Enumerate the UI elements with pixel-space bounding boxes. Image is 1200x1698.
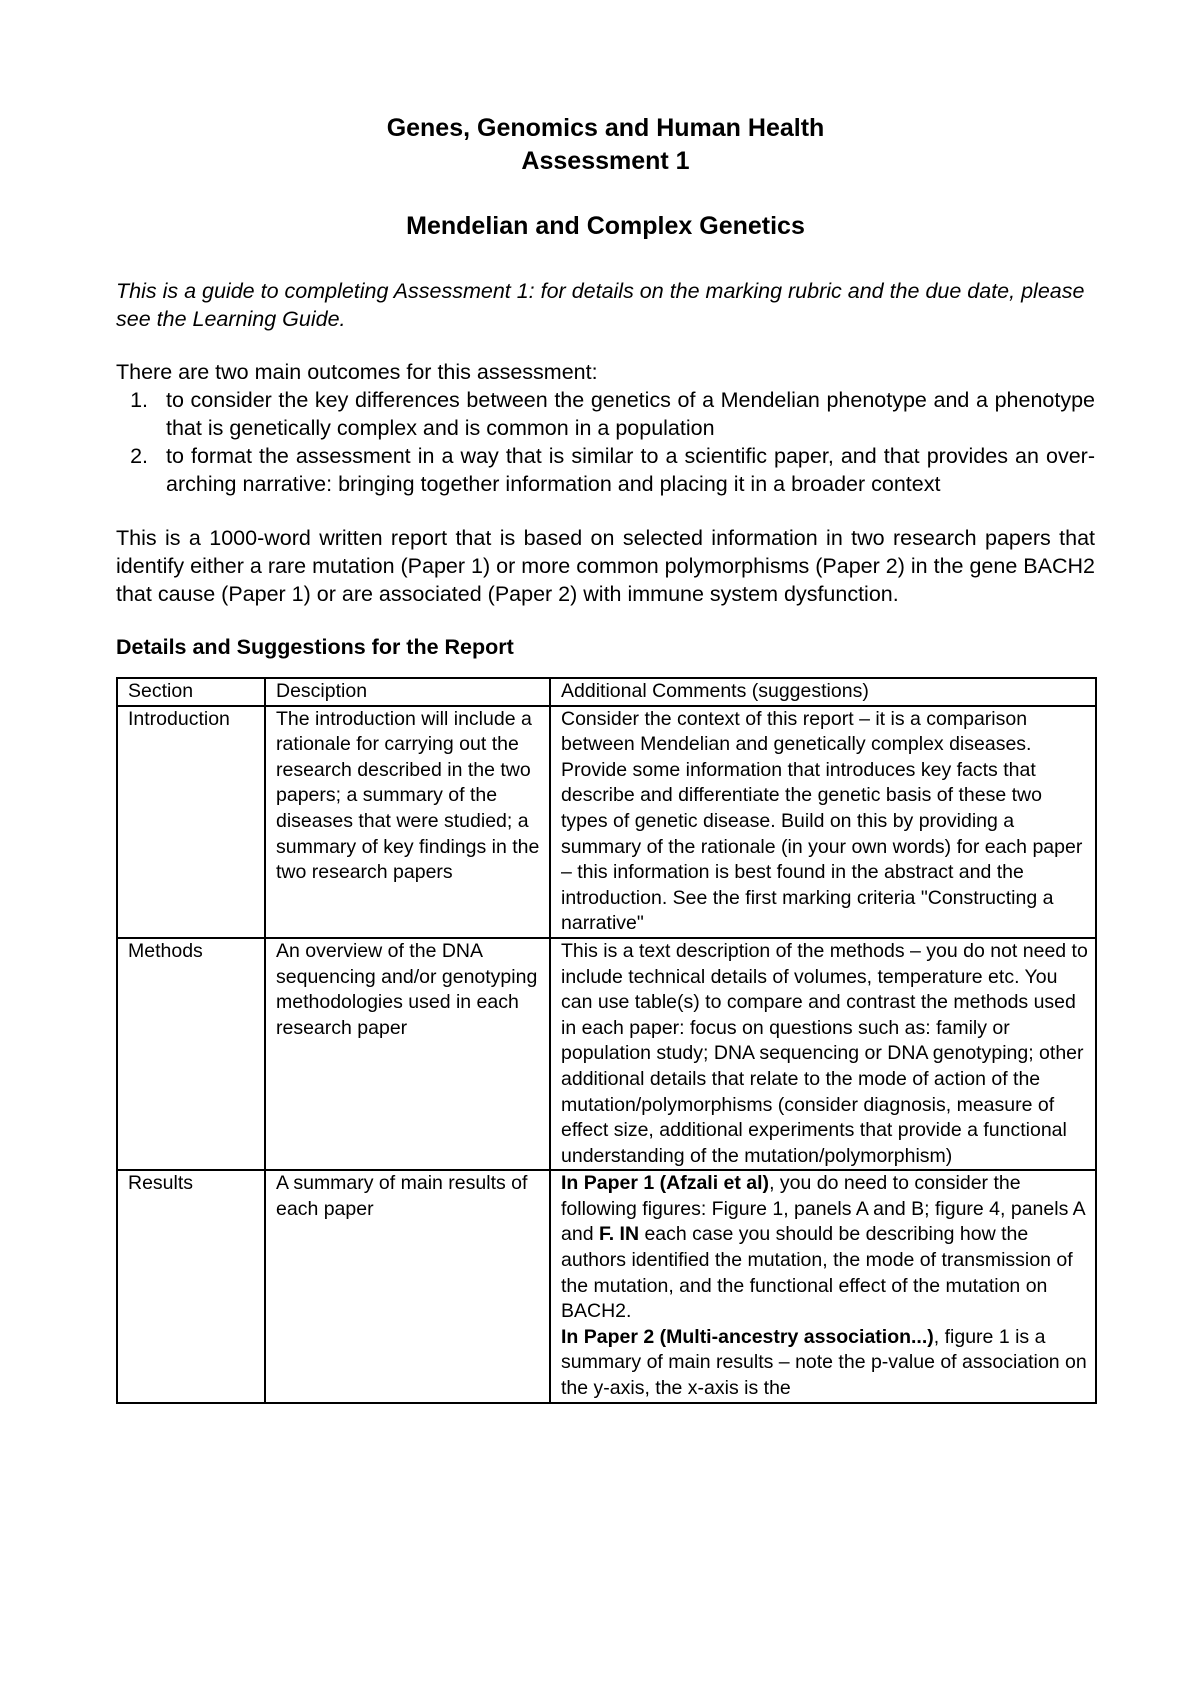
row-section: Results bbox=[117, 1170, 265, 1402]
assessment-title: Assessment 1 bbox=[521, 147, 690, 175]
table-row bbox=[117, 938, 1096, 1170]
details-heading: Details and Suggestions for the Report bbox=[116, 635, 514, 659]
row-comments: This is a text description of the methods – you do not need to include technical details of volumes, temperature etc. You can use table(s) to compare and contrast the methods used in each paper: focus on questions such as: family or population study; DNA sequencing or DNA genotyping; other additional details that relate to the mode of action of the mutation/polymorphisms (consider diagnosis, measure of effect size, additional experiments that provide a functional understanding of the mutation/polymorphism) bbox=[550, 938, 1096, 1170]
table-row bbox=[117, 706, 1096, 938]
table-header-row bbox=[117, 678, 1096, 706]
outcome-item: 1. to consider the key differences between the genetics of a Mendelian phenotype and a phenotype that is genetically complex and is common in a population bbox=[154, 386, 1095, 442]
document-page bbox=[116, 112, 1095, 1404]
row-section: Methods bbox=[117, 938, 265, 1170]
paper2-text: , figure 1 is a summary of main results – note the p-value of association on the y-axis, the x-axis is the bbox=[561, 1325, 1087, 1400]
paper1-text-a: , you do need to consider the following figures: Figure 1, panels A and B; figure 4, panels A and bbox=[561, 1172, 1085, 1246]
paper1-text-b: each case you should be describing how the authors identified the mutation, the mode of transmission of the mutation, and the functional effect of the mutation on BACH2. bbox=[561, 1223, 1073, 1323]
paper1-emphasis: F. IN bbox=[598, 1223, 640, 1246]
outcomes-lead: There are two main outcomes for this assessment: bbox=[116, 360, 598, 384]
row-description: The introduction will include a rationale for carrying out the research described in the two papers; a summary of the diseases that were studied; a summary of key findings in the two research papers bbox=[265, 706, 550, 938]
title-block bbox=[116, 112, 1095, 243]
row-comments: Consider the context of this report – it is a comparison between Mendelian and genetically complex diseases. Provide some information that introduces key facts that describe and differentiate the genetic basis of these two types of genetic disease. Build on this by providing a summary of the rationale (in your own words) for each paper – this information is best found in the abstract and the introduction. See the first marking criteria "Constructing a narrative" bbox=[550, 706, 1096, 938]
table-row bbox=[117, 1170, 1096, 1402]
header-comments: Additional Comments (suggestions) bbox=[550, 678, 1096, 706]
paper1-label: In Paper 1 (Afzali et al) bbox=[561, 1172, 770, 1195]
paper2-label: In Paper 2 (Multi-ancestry association...) bbox=[561, 1325, 934, 1348]
header-section: Section bbox=[117, 678, 265, 706]
row-section: Introduction bbox=[117, 706, 265, 938]
row-comments bbox=[550, 1170, 1096, 1402]
row-description: An overview of the DNA sequencing and/or genotyping methodologies used in each research paper bbox=[265, 938, 550, 1170]
outcomes-list bbox=[116, 386, 1095, 498]
header-description: Desciption bbox=[265, 678, 550, 706]
assessment-subtitle: Mendelian and Complex Genetics bbox=[406, 212, 805, 240]
guide-note: This is a guide to completing Assessment 1: for details on the marking rubric and the due date, please see the Learning Guide. bbox=[116, 279, 1085, 331]
report-description: This is a 1000-word written report that is based on selected information in two research papers that identify either a rare mutation (Paper 1) or more common polymorphisms (Paper 2) in the gene BACH2 that cause (Paper 1) or are associated (Paper 2) with immune system dysfunction. bbox=[116, 526, 1095, 606]
row-description: A summary of main results of each paper bbox=[265, 1170, 550, 1402]
outcome-item: 2. to format the assessment in a way that is similar to a scientific paper, and that provides an over-arching narrative: bringing together information and placing it in a broader context bbox=[154, 442, 1095, 498]
details-table bbox=[116, 677, 1097, 1404]
course-title: Genes, Genomics and Human Health bbox=[386, 114, 825, 142]
